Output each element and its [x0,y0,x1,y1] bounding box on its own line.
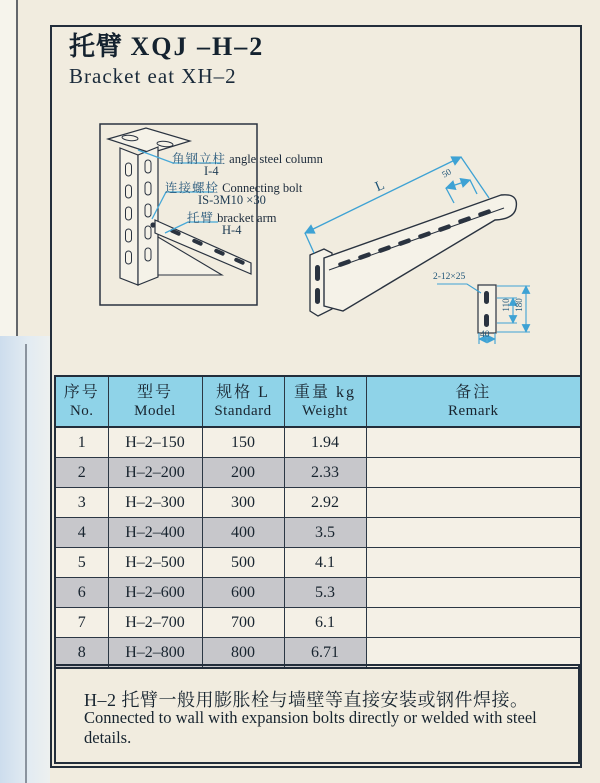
header-no [55,376,108,427]
dim-label-holes: 2-12×25 [433,272,466,282]
cell-no: 1 [55,427,108,458]
callout-en: bracket arm [217,211,277,225]
table-row [55,608,581,638]
header-en: Remark [448,403,499,420]
title-model-code: XQJ –H–2 [130,32,265,61]
cell-remark [366,458,581,488]
cell-remark [366,518,581,548]
cell-weight: 2.33 [284,458,366,488]
content-frame [50,25,582,768]
spec-table [54,375,582,669]
cell-weight: 3.5 [284,518,366,548]
cell-no: 8 [55,638,108,669]
header-en: Standard [214,403,272,420]
cell-no: 3 [55,488,108,518]
header-en: Weight [302,403,348,420]
cell-standard: 500 [202,548,284,578]
cell-model: H–2–800 [108,638,202,669]
cell-standard: 700 [202,608,284,638]
header-remark [366,376,581,427]
cell-remark [366,608,581,638]
title-en: Bracket eat XH–2 [69,63,237,88]
dim-label-inner-height: 110 [501,298,511,312]
page-edge-line [16,0,18,340]
header-model [108,376,202,427]
dim-label-length: L [373,177,387,196]
dim-label-slot-spacing: 50 [440,166,453,180]
cell-remark [366,427,581,458]
cell-no: 4 [55,518,108,548]
cell-model: H–2–500 [108,548,202,578]
notes-en: Connected to wall with expansion bolts directly or welded with steel details. [84,708,537,747]
cell-standard: 400 [202,518,284,548]
cell-weight: 2.92 [284,488,366,518]
cell-remark [366,548,581,578]
page-edge-highlight [0,0,16,338]
callout-cn: 连接螺栓 [165,181,220,195]
callout-angle-steel-column [172,149,323,167]
cell-weight: 1.94 [284,427,366,458]
cell-weight: 6.1 [284,608,366,638]
title-chinese: 托臂 [69,32,124,61]
cell-weight: 6.71 [284,638,366,669]
cell-model: H–2–400 [108,518,202,548]
cell-model: H–2–300 [108,488,202,518]
cell-standard: 800 [202,638,284,669]
callout-cn: 托臂 [187,211,215,225]
cell-no: 2 [55,458,108,488]
callout-column-code: I-4 [204,164,219,178]
callout-arm-code: H-4 [222,223,242,237]
callout-cn: 角钢立柱 [172,152,227,166]
header-cn: 规格 L [216,383,270,401]
table-row [55,578,581,608]
cell-weight: 5.3 [284,578,366,608]
installation-notes [54,664,580,764]
header-cn: 序号 [63,383,100,401]
callout-bolt-spec: IS-3M10 ×30 [198,193,266,207]
cell-model: H–2–150 [108,427,202,458]
table-header-row [55,376,581,427]
callout-en: angle steel column [229,152,323,166]
cell-standard: 300 [202,488,284,518]
cell-no: 6 [55,578,108,608]
header-cn: 重量 kg [293,383,356,401]
table-row [55,548,581,578]
cell-standard: 200 [202,458,284,488]
cell-model: H–2–700 [108,608,202,638]
cell-no: 5 [55,548,108,578]
cell-remark [366,578,581,608]
cell-standard: 600 [202,578,284,608]
header-cn: 型号 [136,383,173,401]
table-row [55,488,581,518]
header-en: No. [69,403,94,420]
header-weight [284,376,366,427]
cell-no: 7 [55,608,108,638]
cell-model: H–2–600 [108,578,202,608]
cell-remark [366,488,581,518]
callout-en: Connecting bolt [222,181,303,195]
dim-label-width: 40 [480,330,490,340]
cell-weight: 4.1 [284,548,366,578]
dim-label-total-height: 180 [514,298,524,312]
cell-model: H–2–200 [108,458,202,488]
notes-cn: H–2 托臂一般用膨胀栓与墙壁等直接安装或钢件焊接。 [84,690,529,710]
page-edge-line-lower [25,344,27,783]
header-standard [202,376,284,427]
header-en: Model [134,403,176,420]
table-row [55,427,581,458]
header-cn: 备注 [455,383,492,401]
table-row [55,458,581,488]
cell-standard: 150 [202,427,284,458]
table-row [55,518,581,548]
